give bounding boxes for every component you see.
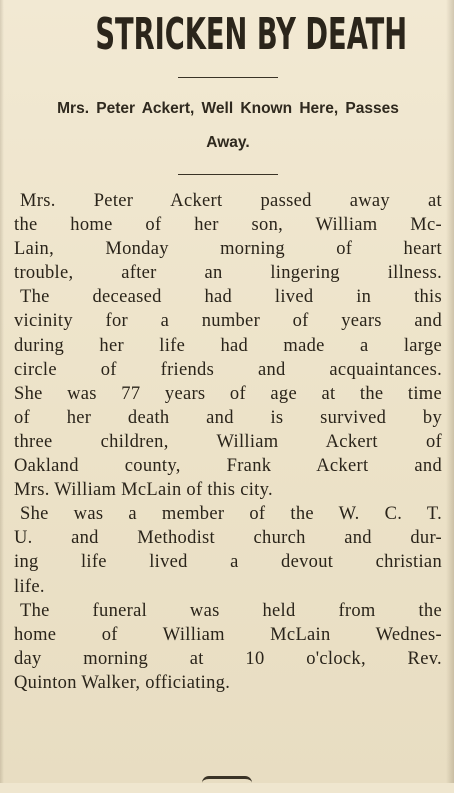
- subhead-line-2: Away.: [206, 134, 250, 151]
- body-line: U. and Methodist church and dur-: [14, 528, 442, 549]
- article-body: [14, 189, 442, 695]
- body-line: ing life lived a devout christian: [14, 552, 442, 573]
- body-line: of her death and is survived by: [14, 407, 442, 428]
- bottom-rule: [178, 174, 278, 175]
- body-line: the home of her son, William Mc-: [14, 215, 442, 236]
- body-line: life.: [14, 576, 45, 597]
- body-line: trouble, after an lingering illness.: [14, 263, 442, 284]
- subheadline: [20, 92, 435, 160]
- body-line: Oakland county, Frank Ackert and: [14, 456, 442, 477]
- body-line: She was a member of the W. C. T.: [20, 504, 442, 525]
- scan-shadow-left: [0, 0, 4, 783]
- body-line: Quinton Walker, officiating.: [14, 672, 231, 693]
- scan-shadow-right: [446, 0, 454, 783]
- body-line: during her life had made a large: [14, 335, 442, 356]
- body-line: The deceased had lived in this: [20, 287, 442, 308]
- body-line: day morning at 10 o'clock, Rev.: [14, 648, 442, 669]
- body-line: The funeral was held from the: [20, 600, 442, 621]
- subhead-line-1: Mrs. Peter Ackert, Well Known Here, Passes: [57, 100, 399, 117]
- body-line: three children, William Ackert of: [14, 431, 442, 452]
- body-line: She was 77 years of age at the time: [14, 383, 442, 404]
- body-line: Mrs. Peter Ackert passed away at: [20, 191, 442, 211]
- cropped-text-fragment: [202, 776, 252, 793]
- body-line: circle of friends and acquaintances.: [14, 359, 442, 380]
- top-rule: [178, 77, 278, 78]
- body-line: Lain, Monday morning of heart: [14, 239, 442, 260]
- headline: STRICKEN BY DEATH: [95, 9, 408, 60]
- body-line: vicinity for a number of years and: [14, 311, 442, 332]
- body-line: home of William McLain Wednes-: [14, 624, 442, 645]
- body-line: Mrs. William McLain of this city.: [14, 480, 273, 501]
